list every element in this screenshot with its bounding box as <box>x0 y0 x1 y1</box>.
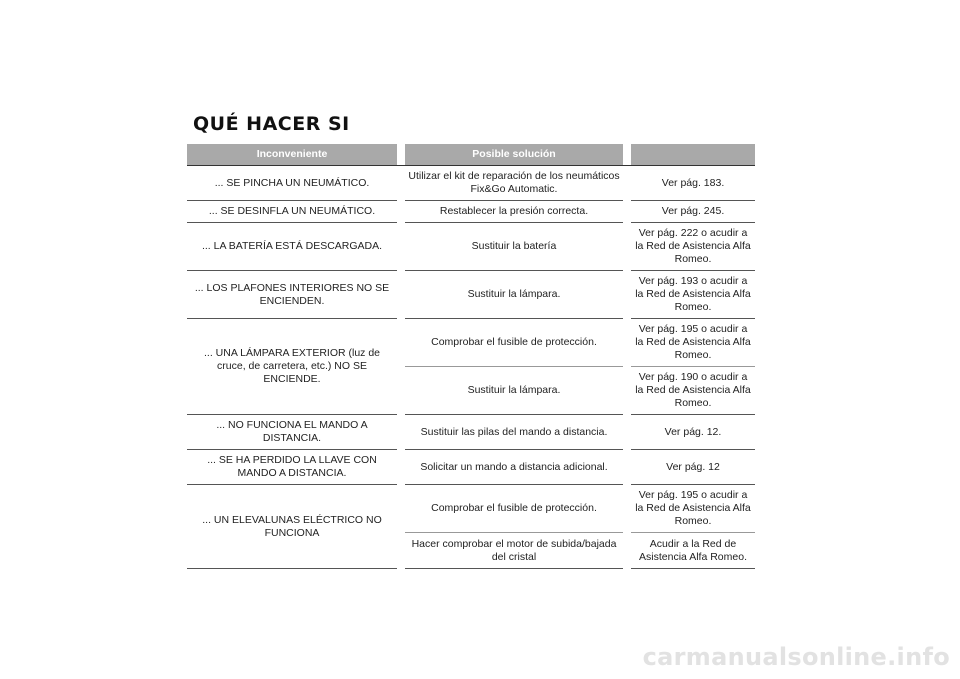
solution-cell: Solicitar un mando a distancia adicional. <box>405 450 623 485</box>
page-title: QUÉ HACER SI <box>193 113 350 135</box>
column-gap <box>623 450 631 485</box>
reference-cell: Ver pág. 195 o acudir a la Red de Asistencia Alfa Romeo. <box>631 319 755 367</box>
column-gap <box>623 201 631 223</box>
column-gap <box>397 166 405 201</box>
solution-cell: Comprobar el fusible de protección. <box>405 319 623 367</box>
table-row <box>187 450 755 485</box>
header-gap <box>397 144 405 166</box>
problem-cell: ... SE HA PERDIDO LA LLAVE CON MANDO A DISTANCIA. <box>187 450 397 485</box>
table-row <box>187 485 755 533</box>
column-gap <box>397 319 405 415</box>
problem-cell: ... NO FUNCIONA EL MANDO A DISTANCIA. <box>187 415 397 450</box>
column-gap <box>397 415 405 450</box>
reference-cell: Acudir a la Red de Asistencia Alfa Romeo. <box>631 533 755 569</box>
header-solution: Posible solución <box>405 144 623 166</box>
reference-cell: Ver pág. 12 <box>631 450 755 485</box>
header-row <box>187 144 755 166</box>
table-row <box>187 166 755 201</box>
solution-cell: Sustituir las pilas del mando a distancia. <box>405 415 623 450</box>
solution-cell: Utilizar el kit de reparación de los neumáticos Fix&Go Automatic. <box>405 166 623 201</box>
table-row <box>187 319 755 367</box>
solution-cell: Restablecer la presión correcta. <box>405 201 623 223</box>
solution-cell: Hacer comprobar el motor de subida/bajada del cristal <box>405 533 623 569</box>
column-gap <box>397 450 405 485</box>
table-row <box>187 201 755 223</box>
solution-cell: Sustituir la lámpara. <box>405 271 623 319</box>
column-gap <box>397 201 405 223</box>
table-row <box>187 223 755 271</box>
reference-cell: Ver pág. 245. <box>631 201 755 223</box>
solution-cell: Comprobar el fusible de protección. <box>405 485 623 533</box>
column-gap <box>397 485 405 569</box>
table-body <box>187 166 755 569</box>
reference-cell: Ver pág. 12. <box>631 415 755 450</box>
watermark: carmanualsonline.info <box>642 643 950 671</box>
column-gap <box>623 271 631 319</box>
reference-cell: Ver pág. 190 o acudir a la Red de Asistencia Alfa Romeo. <box>631 367 755 415</box>
column-gap <box>623 533 631 569</box>
column-gap <box>623 166 631 201</box>
table-row <box>187 271 755 319</box>
problem-cell: ... UNA LÁMPARA EXTERIOR (luz de cruce, de carretera, etc.) NO SE ENCIENDE. <box>187 319 397 415</box>
reference-cell: Ver pág. 193 o acudir a la Red de Asistencia Alfa Romeo. <box>631 271 755 319</box>
problem-cell: ... LA BATERÍA ESTÁ DESCARGADA. <box>187 223 397 271</box>
reference-cell: Ver pág. 195 o acudir a la Red de Asistencia Alfa Romeo. <box>631 485 755 533</box>
column-gap <box>623 319 631 367</box>
problem-cell: ... SE DESINFLA UN NEUMÁTICO. <box>187 201 397 223</box>
column-gap <box>397 223 405 271</box>
column-gap <box>623 367 631 415</box>
solution-cell: Sustituir la batería <box>405 223 623 271</box>
table-header <box>187 144 755 166</box>
header-problem: Inconveniente <box>187 144 397 166</box>
column-gap <box>623 223 631 271</box>
reference-cell: Ver pág. 222 o acudir a la Red de Asistencia Alfa Romeo. <box>631 223 755 271</box>
table-row <box>187 415 755 450</box>
header-reference <box>631 144 755 166</box>
reference-cell: Ver pág. 183. <box>631 166 755 201</box>
problem-cell: ... UN ELEVALUNAS ELÉCTRICO NO FUNCIONA <box>187 485 397 569</box>
column-gap <box>623 485 631 533</box>
column-gap <box>397 271 405 319</box>
solution-cell: Sustituir la lámpara. <box>405 367 623 415</box>
problem-cell: ... SE PINCHA UN NEUMÁTICO. <box>187 166 397 201</box>
column-gap <box>623 415 631 450</box>
problem-cell: ... LOS PLAFONES INTERIORES NO SE ENCIENDEN. <box>187 271 397 319</box>
troubleshooting-table <box>187 144 755 569</box>
header-gap <box>623 144 631 166</box>
